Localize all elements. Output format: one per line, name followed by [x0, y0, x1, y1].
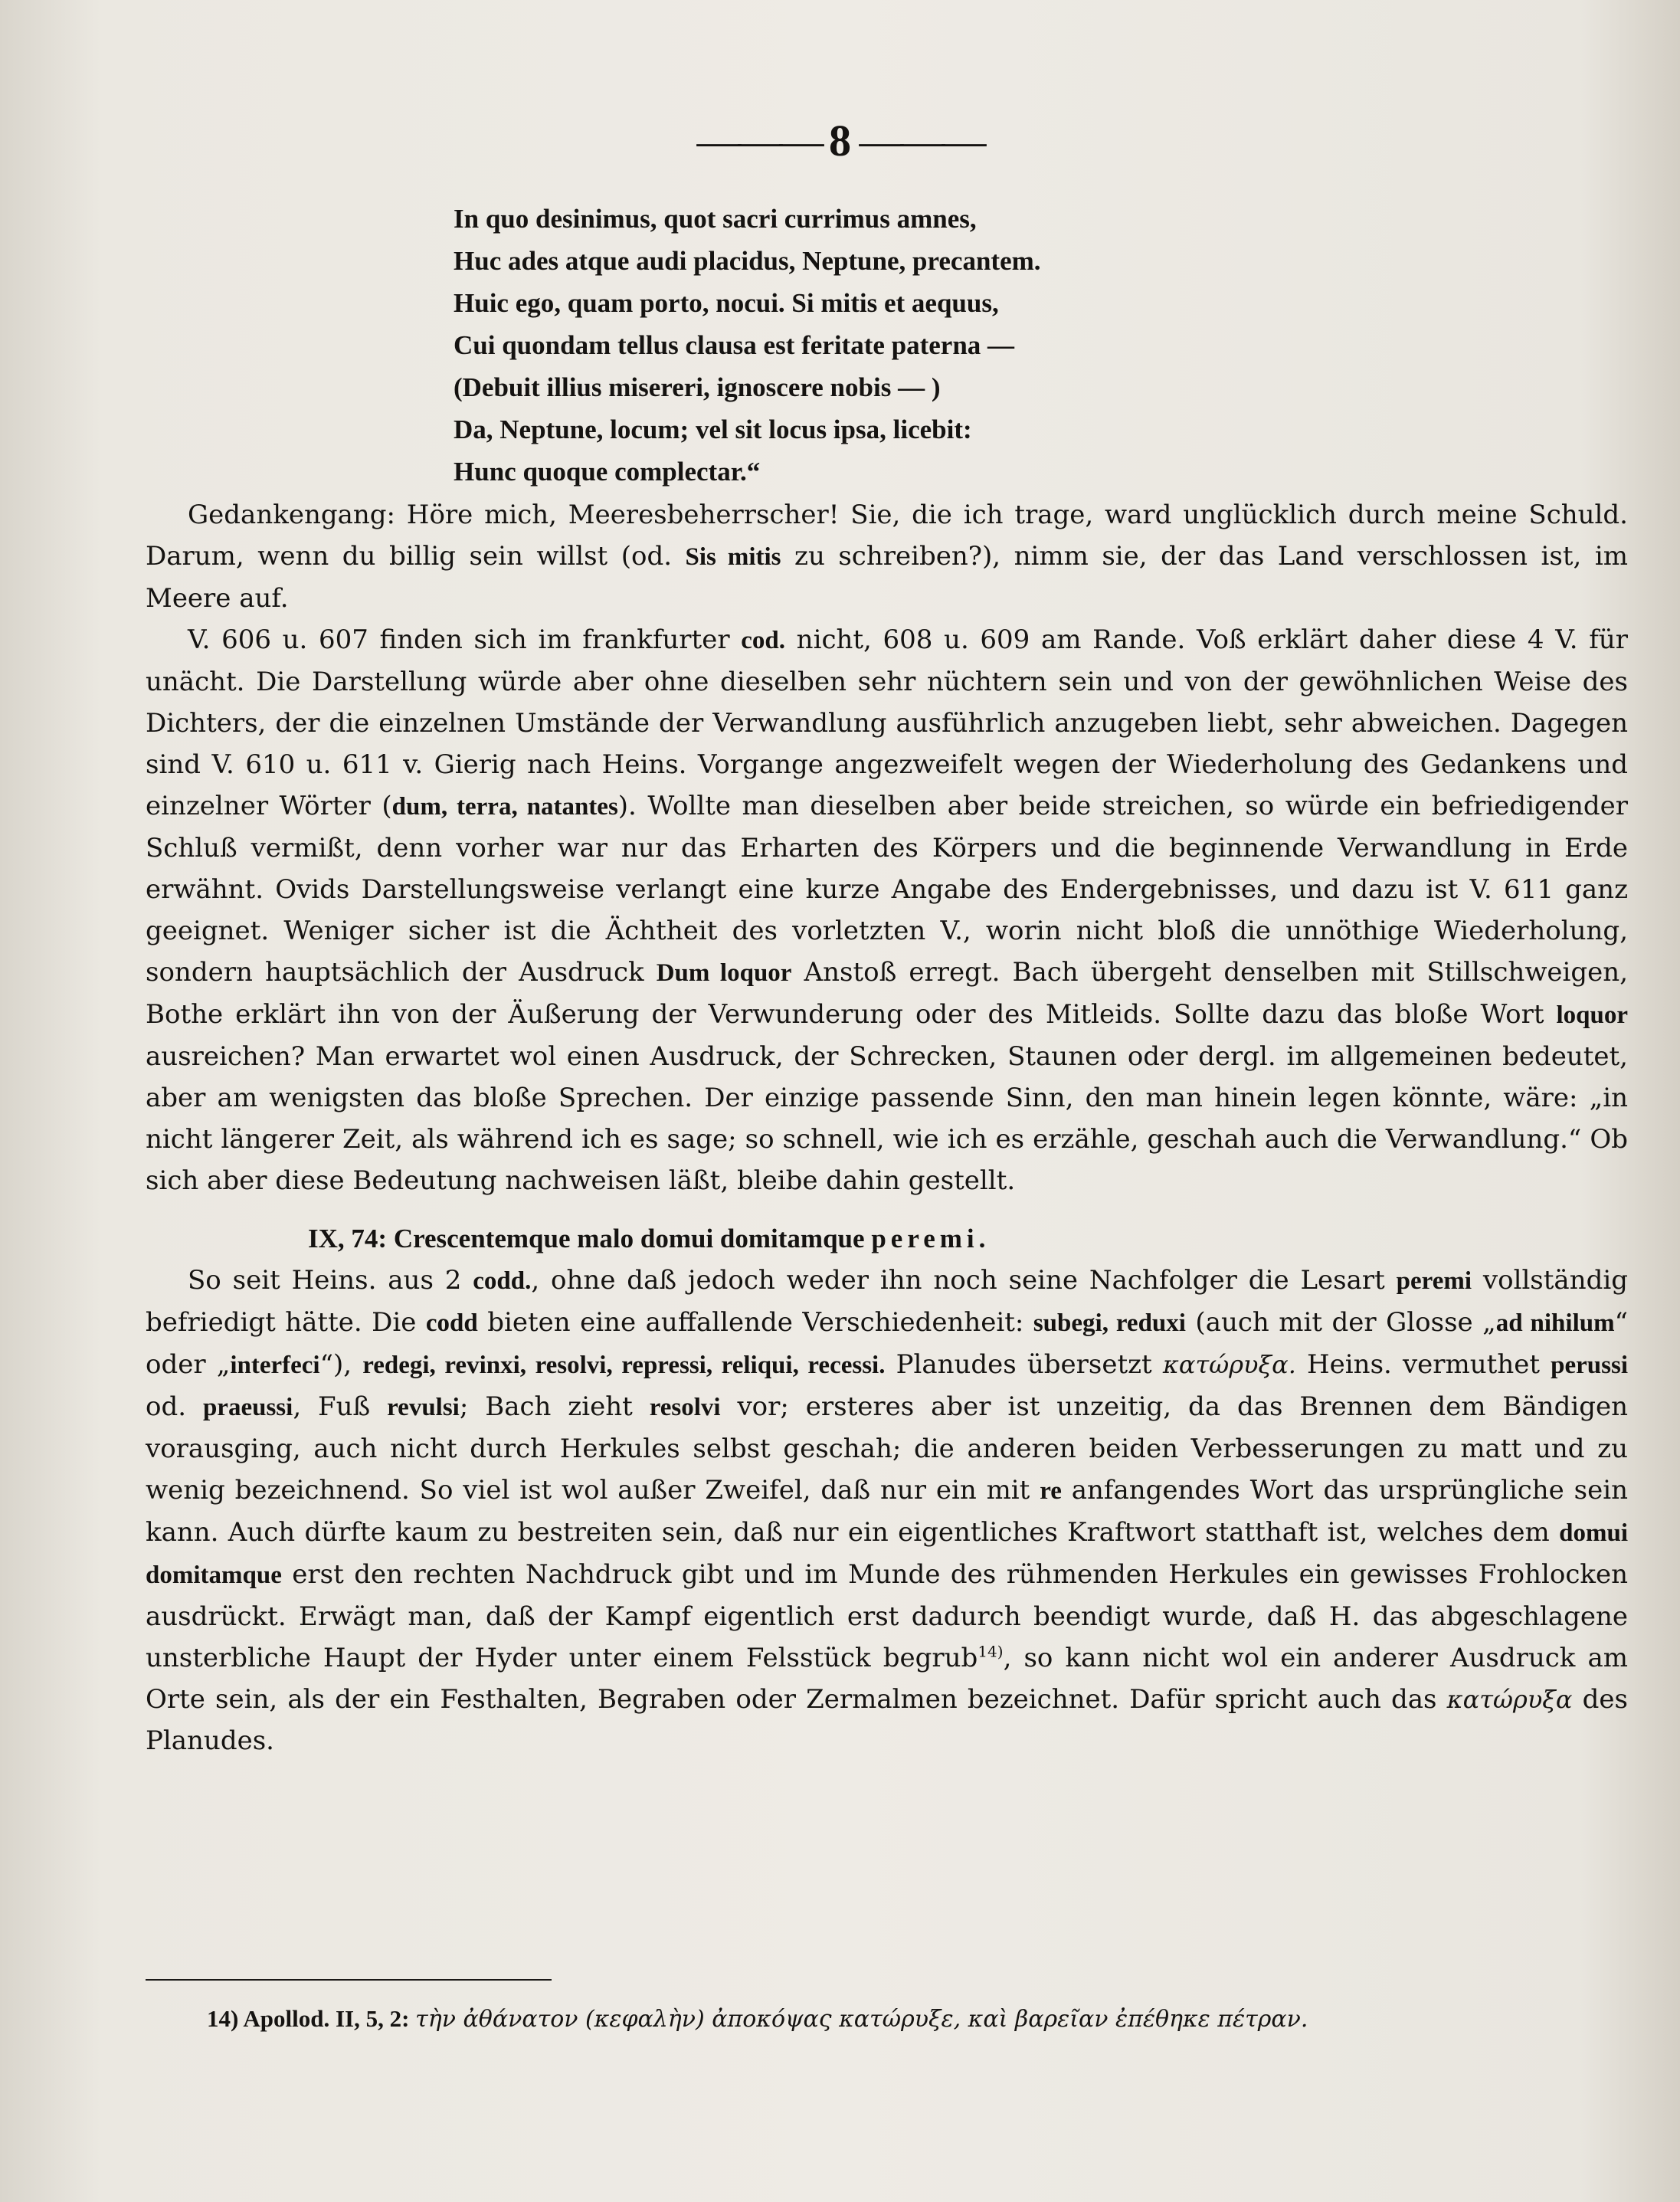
latin-term: revulsi — [387, 1394, 460, 1421]
main-text — [146, 198, 1628, 1761]
footnote — [207, 2005, 1632, 2033]
verse-line: Da, Neptune, locum; vel sit locus ipsa, licebit: — [454, 415, 972, 444]
verse-line: Huc ades atque audi placidus, Neptune, precantem. — [454, 246, 1041, 276]
paragraph-gedankengang — [146, 494, 1628, 619]
text-run: ). Wollte man dieselben aber beide streichen, so würde ein befriedigender Schluß vermißt, denn vorher war nur das Erharten des Körpers und die beginnende Verwandlung in Erde erwähnt. Ovids Darstellungsweise verlangt eine kurze Angabe des Endergebnisses, und dazu ist V. 611 ganz geeignet. Weniger sicher ist die Ächtheit des vorletzten V., worin nicht bloß die unnöthige Wiederholung, sondern hauptsächlich der Ausdruck — [146, 791, 1628, 988]
latin-term: codd. — [473, 1267, 532, 1295]
footnote-marker: 14) — [978, 1642, 1004, 1661]
latin-term: perussi — [1551, 1352, 1628, 1379]
header-rule-right: ——— — [851, 116, 984, 165]
latin-term: Sis mitis — [685, 543, 781, 571]
text-run: nicht, 608 u. 609 am Rande. Voß erklärt daher diese 4 V. für unächt. Die Darstellung würde aber ohne dieselben sehr nüchtern sein und von der gewöhnlichen Weise des Dichters, der die einzelnen Umstände der Verwandlung ausführlich anzugeben liebt, sehr abweichen. Dagegen sind V. 610 u. 611 v. Gierig nach Heins. Vorgange angezweifelt wegen der Wiederholung des Gedankens und einzelner Wörter ( — [146, 624, 1629, 821]
text-run: Gedankengang: Höre mich, Meeresbeherrscher! Sie, die ich trage, ward unglücklich durch meine Schuld. Darum, wenn du billig sein willst (od. — [146, 500, 1628, 572]
lemma-reference: IX, 74: — [308, 1224, 394, 1253]
text-run: (auch mit der Glosse „ — [1185, 1307, 1496, 1338]
text-run: , ohne daß jedoch weder ihn noch seine Nachfolger die Lesart — [531, 1265, 1397, 1296]
latin-term: dum, terra, natantes — [391, 793, 618, 821]
latin-term: ad nihilum — [1495, 1309, 1615, 1337]
text-run: So seit Heins. aus 2 — [188, 1265, 473, 1296]
latin-term: codd — [425, 1309, 478, 1337]
verse-line: Cui quondam tellus clausa est feritate paterna — — [454, 330, 1015, 360]
text-run: “ oder „ — [146, 1307, 1628, 1380]
lemma-spaced-word: peremi. — [871, 1224, 991, 1253]
text-run: ausreichen? Man erwartet wol einen Ausdruck, der Schrecken, Staunen oder dergl. im allgemeinen bedeutet, aber am wenigsten das bloße Sprechen. Der einzige passende Sinn, den man hinein legen könnte, wäre: „in nicht längerer Zeit, als während ich es sage; so schnell, wie ich es erzähle, geschah auch die Verwandlung.“ Ob sich aber diese Bedeutung nachweisen läßt, bleibe dahin gestellt. — [146, 1041, 1628, 1196]
text-run: od. — [146, 1391, 203, 1422]
footnote-greek-quote: τὴν ἀθάνατον (κεφαλὴν) ἀποκόψας κατώρυξε, καὶ βαρεῖαν ἐπέθηκε πέτραν. — [415, 2006, 1308, 2033]
text-run: “), — [319, 1349, 363, 1380]
text-run: anfangendes Wort das ursprüngliche sein kann. Auch dürfte kaum zu bestreiten sein, daß nur ein eigentliches Kraftwort statthaft ist, welches dem — [146, 1475, 1628, 1548]
paragraph-peremi — [146, 1260, 1628, 1761]
lemma-heading — [146, 1218, 1628, 1260]
header-rule-left: ——— — [696, 116, 829, 165]
text-run: vor; ersteres aber ist unzeitig, da das Brennen dem Bändigen vorausging, auch nicht durch Herkules selbst geschah; die anderen beiden Verbesserungen zu matt und zu wenig bezeichnend. So viel ist wol außer Zweifel, daß nur ein mit — [146, 1391, 1628, 1506]
greek-term: κατώρυξα — [1446, 1685, 1573, 1714]
latin-term: praeussi — [202, 1394, 293, 1421]
text-run: Heins. vermuthet — [1295, 1349, 1551, 1380]
latin-term: Dum loquor — [656, 959, 792, 987]
text-run: erst den rechten Nachdruck gibt und im Munde des rühmenden Herkules ein gewisses Frohlocken ausdrückt. Erwägt man, daß der Kampf eigentlich erst dadurch beendigt wurde, daß H. das abgeschlagene unsterbliche Haupt der Hyder unter einem Felsstück begrub — [146, 1559, 1628, 1673]
verse-quotation — [454, 198, 1628, 493]
latin-term: resolvi — [649, 1394, 721, 1421]
latin-term: cod. — [741, 627, 786, 654]
paragraph-verse-discussion — [146, 619, 1628, 1201]
footnote-label: 14) Apollod. II, 5, 2: — [207, 2005, 416, 2032]
text-run: , so kann nicht wol ein anderer Ausdruck am Orte sein, als der ein Festhalten, Begraben oder Zermalmen bezeichnet. Dafür spricht auch das — [146, 1643, 1629, 1715]
text-run: Anstoß erregt. Bach übergeht denselben mit Stillschweigen, Bothe erklärt ihn von der Äußerung der Verwunderung oder des Mitleids. Sollte dazu das bloße Wort — [146, 957, 1629, 1030]
page-header — [0, 115, 1680, 166]
text-run: des Planudes. — [146, 1684, 1628, 1756]
latin-term: domui domitamque — [146, 1519, 1628, 1589]
latin-term: redegi, revinxi, resolvi, repressi, reliqui, recessi. — [362, 1352, 886, 1379]
text-run: bieten eine auffallende Verschiedenheit: — [477, 1307, 1033, 1338]
latin-term: interfeci — [230, 1352, 320, 1379]
text-run: Planudes übersetzt — [885, 1349, 1163, 1380]
text-run: vollständig befriedigt hätte. Die — [146, 1265, 1628, 1338]
greek-term: κατώρυξα. — [1162, 1350, 1296, 1379]
verse-line: (Debuit illius misereri, ignoscere nobis — ) — [454, 372, 941, 402]
footnote-divider — [146, 1979, 552, 1981]
verse-line: Huic ego, quam porto, nocui. Si mitis et aequus, — [454, 288, 999, 318]
page-number: 8 — [829, 116, 851, 165]
text-run: zu schreiben?), nimm sie, der das Land verschlossen ist, im Meere auf. — [146, 541, 1628, 614]
latin-term: peremi — [1396, 1267, 1472, 1295]
latin-term: re — [1040, 1477, 1062, 1505]
verse-line: Hunc quoque complectar.“ — [454, 457, 761, 487]
text-run: V. 606 u. 607 finden sich im frankfurter — [188, 624, 742, 655]
verse-line: In quo desinimus, quot sacri currimus amnes, — [454, 204, 977, 234]
lemma-text: Crescentemque malo domui domitamque — [393, 1224, 872, 1253]
latin-term: loquor — [1556, 1001, 1628, 1029]
latin-term: subegi, reduxi — [1033, 1309, 1186, 1337]
text-run: ; Bach zieht — [459, 1391, 650, 1422]
text-run: , Fuß — [293, 1391, 388, 1422]
